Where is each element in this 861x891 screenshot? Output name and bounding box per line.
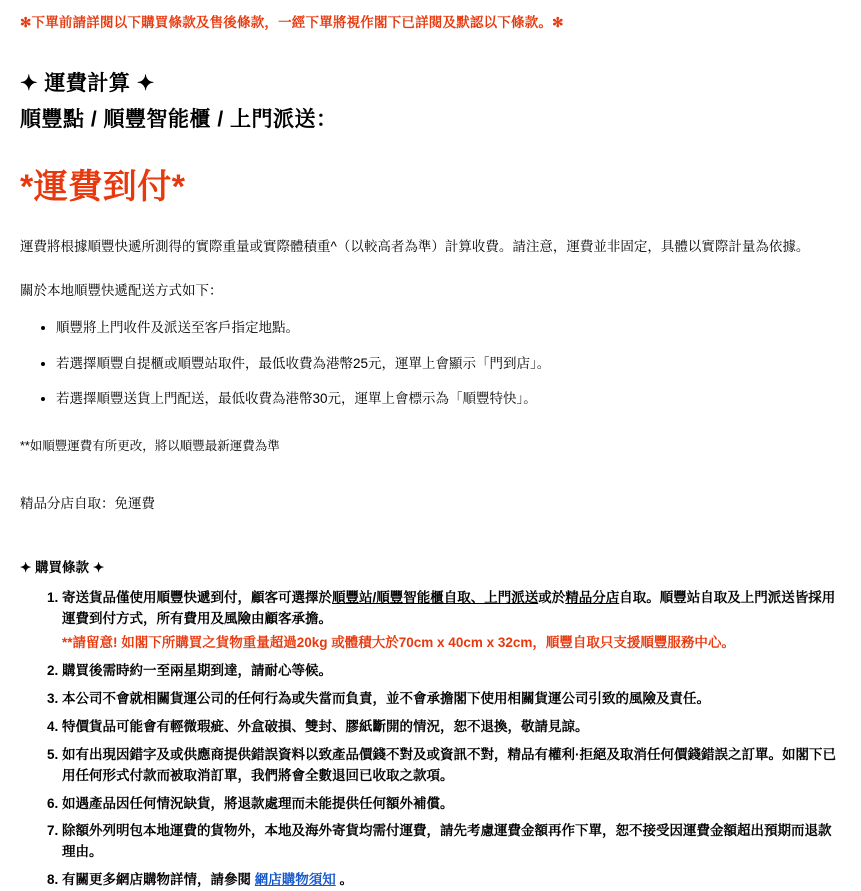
shipping-bullet-list — [20, 318, 841, 409]
online-shopping-guide-link[interactable]: 網店購物須知 — [254, 872, 336, 888]
terms-item-5: 5. 如有出現因錯字及或供應商提供錯誤資料以致產品價錢不對及或資訊不對，精品有權利·拒絕及取消任何價錢錯誤之訂單。如閣下已用任何形式付款而被取消訂單，我們將會全數退回已收取之款項。 — [62, 745, 841, 787]
terms-item-1-bold-1: 順豐站/順豐智能櫃自取、上門派送 — [332, 590, 539, 606]
shipping-paragraph-1: 運費將根據順豐快遞所測得的實際重量或實際體積重^（以較高者為準）計算收費。請注意，運費並非固定，具體以實際計量為依據。 — [20, 238, 810, 254]
terms-item-8-text-after: 。 — [335, 872, 354, 888]
shipping-calculation-heading: ✦ 運費計算 ✦ — [20, 71, 155, 95]
terms-item-2: 2. 購買後需時約一至兩星期到達，請耐心等候。 — [62, 661, 841, 682]
terms-item-8-text-before: 有關更多網店購物詳情，請參閱 — [62, 872, 255, 888]
terms-item-1-text-after: 自取。順豐站自取及上門派送皆採用運費到付方式，所有費用及風險由顧客承擔。 — [62, 590, 836, 627]
terms-item-1-text-mid: 或於 — [538, 590, 566, 606]
store-pickup-note: 精品分店自取：免運費 — [20, 495, 155, 511]
freight-collect-label: *運費到付* — [20, 167, 186, 206]
delivery-methods-heading: 順豐點 / 順豐智能櫃 / 上門派送： — [20, 107, 338, 131]
shipping-fee-change-note: **如順豐運費有所更改，將以順豐最新運費為準 — [20, 439, 280, 454]
shipping-paragraph-2: 關於本地順豐快遞配送方式如下： — [20, 283, 223, 299]
list-item: • 順豐將上門收件及派送至客戶指定地點。 — [56, 318, 841, 338]
list-item: • 若選擇順豐自提櫃或順豐站取件，最低收費為港幣25元，運單上會顯示「門到店」。 — [56, 354, 841, 374]
top-notice: ✻下單前請詳閱以下購買條款及售後條款，一經下單將視作閣下已詳閱及默認以下條款。✻ — [20, 15, 564, 30]
purchase-terms-list — [20, 588, 841, 891]
terms-item-4: 4. 特價貨品可能會有輕微瑕疵、外盒破損、雙封、膠紙斷開的情況，恕不退換，敬請見諒。 — [62, 717, 841, 738]
terms-item-3: 3. 本公司不會就相關貨運公司的任何行為或失當而負責，並不會承擔閣下使用相關貨運公司引致的風險及責任。 — [62, 689, 841, 710]
terms-item-1-warning: **請留意! 如閣下所購買之貨物重量超過20kg 或體積大於70cm x 40cm x 32cm，順豐自取只支援順豐服務中心。 — [62, 635, 735, 651]
terms-item-1-text-before: 寄送貨品僅使用順豐快遞到付，顧客可選擇於 — [62, 590, 332, 606]
terms-item-7: 7. 除額外列明包本地運費的貨物外，本地及海外寄貨均需付運費，請先考慮運費金額再作下單，恕不接受因運費金額超出預期而退款理由。 — [62, 821, 841, 863]
purchase-terms-heading: ✦ 購買條款 ✦ — [20, 560, 105, 576]
terms-item-6: 6. 如遇產品因任何情況缺貨，將退款處理而未能提供任何額外補償。 — [62, 794, 841, 815]
terms-item-1 — [62, 588, 841, 654]
terms-item-8 — [62, 870, 841, 891]
terms-item-1-bold-2: 精品分店 — [565, 590, 620, 606]
list-item: • 若選擇順豐送貨上門配送，最低收費為港幣30元，運單上會標示為「順豐特快」。 — [56, 389, 841, 409]
